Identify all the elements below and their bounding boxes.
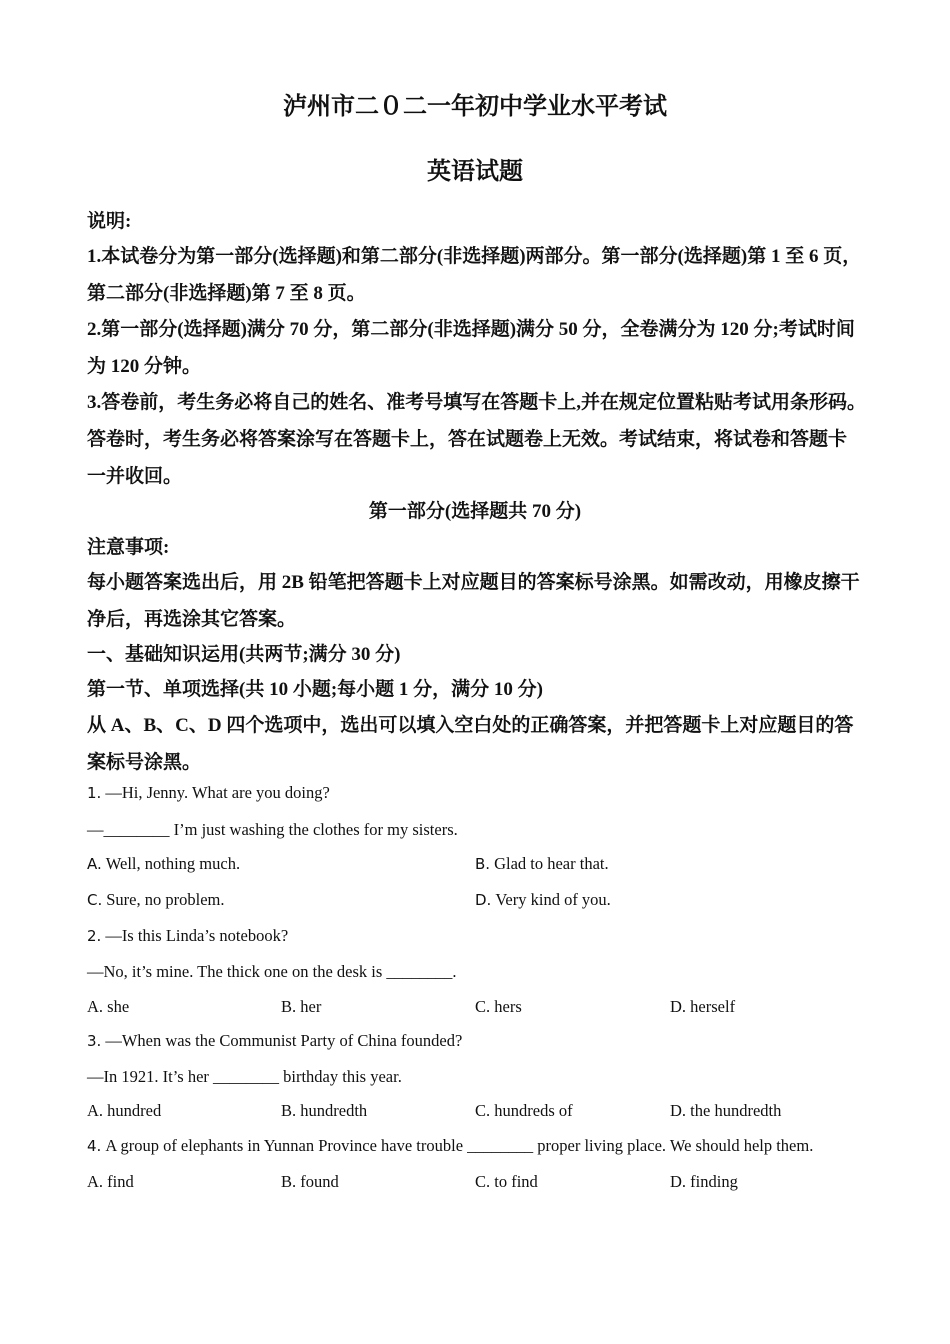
option-label: C.	[87, 891, 103, 909]
exam-title: 泸州市二０二一年初中学业水平考试	[283, 94, 667, 120]
option-b: B. hundredth	[281, 1101, 368, 1120]
question-text: —When was the Communist Party of China founded?	[105, 1031, 463, 1050]
question-text: —Hi, Jenny. What are you doing?	[105, 783, 330, 802]
instructions-line: 2.第一部分(选择题)满分 70 分，第二部分(非选择题)满分 50 分，全卷满分为 120 分;考试时间	[87, 319, 855, 340]
question-4	[87, 1136, 813, 1156]
subsection-heading: 第一节、单项选择(共 10 小题;每小题 1 分，满分 10 分)	[87, 679, 543, 700]
option-a	[87, 854, 240, 874]
option-d: D. herself	[670, 997, 736, 1016]
instructions-line: 为 120 分钟。	[87, 356, 202, 377]
notes-line: 每小题答案选出后，用 2B 铅笔把答题卡上对应题目的答案标号涂黑。如需改动，用橡皮擦干	[87, 572, 860, 593]
option-d: D. finding	[670, 1172, 738, 1191]
option-b	[475, 854, 609, 874]
notes-heading: 注意事项:	[87, 537, 170, 558]
section-heading: 一、基础知识运用(共两节;满分 30 分)	[87, 644, 401, 665]
question-number: 1.	[87, 784, 102, 802]
option-text: Very kind of you.	[495, 890, 611, 909]
question-text: —Is this Linda’s notebook?	[105, 926, 289, 945]
question-number: 4.	[87, 1137, 102, 1155]
question-3-line-2: —In 1921. It’s her ________ birthday this year.	[87, 1067, 402, 1086]
option-b: B. found	[281, 1172, 339, 1191]
exam-subtitle: 英语试题	[427, 159, 523, 185]
question-1	[87, 783, 330, 803]
option-a: A. find	[87, 1172, 134, 1191]
question-number: 2.	[87, 927, 102, 945]
directions-line: 从 A、B、C、D 四个选项中，选出可以填入空白处的正确答案，并把答题卡上对应题目的答	[87, 715, 854, 736]
question-text: A group of elephants in Yunnan Province have trouble ________ proper living place. We should help them.	[105, 1136, 814, 1155]
question-2-line-2: —No, it’s mine. The thick one on the desk is ________.	[87, 962, 457, 981]
part-heading: 第一部分(选择题共 70 分)	[368, 501, 582, 522]
option-label: B.	[475, 855, 491, 873]
question-2	[87, 926, 288, 946]
instructions-heading: 说明:	[87, 211, 132, 232]
option-c: C. to find	[475, 1172, 538, 1191]
option-d	[475, 890, 611, 910]
option-label: A.	[87, 855, 102, 873]
option-a: A. she	[87, 997, 130, 1016]
option-text: Sure, no problem.	[106, 890, 225, 909]
option-d: D. the hundredth	[670, 1101, 782, 1120]
option-text: Glad to hear that.	[494, 854, 609, 873]
instructions-line: 答卷时，考生务必将答案涂写在答题卡上，答在试题卷上无效。考试结束，将试卷和答题卡	[87, 429, 848, 450]
option-a: A. hundred	[87, 1101, 162, 1120]
notes-line: 净后，再选涂其它答案。	[87, 609, 297, 630]
option-c: C. hers	[475, 997, 522, 1016]
directions-line: 案标号涂黑。	[87, 752, 202, 773]
option-text: Well, nothing much.	[105, 854, 241, 873]
option-c	[87, 890, 224, 910]
option-c: C. hundreds of	[475, 1101, 573, 1120]
option-b: B. her	[281, 997, 322, 1016]
option-label: D.	[475, 891, 492, 909]
question-1-line-2: —________ I’m just washing the clothes for my sisters.	[87, 820, 458, 839]
question-number: 3.	[87, 1032, 102, 1050]
instructions-line: 一并收回。	[87, 466, 183, 487]
question-3	[87, 1031, 462, 1051]
instructions-line: 1.本试卷分为第一部分(选择题)和第二部分(非选择题)两部分。第一部分(选择题)第 1 至 6 页，	[87, 246, 862, 267]
instructions-line: 第二部分(非选择题)第 7 至 8 页。	[87, 283, 366, 304]
instructions-line: 3.答卷前，考生务必将自己的姓名、准考号填写在答题卡上,并在规定位置粘贴考试用条形码。	[87, 392, 867, 413]
